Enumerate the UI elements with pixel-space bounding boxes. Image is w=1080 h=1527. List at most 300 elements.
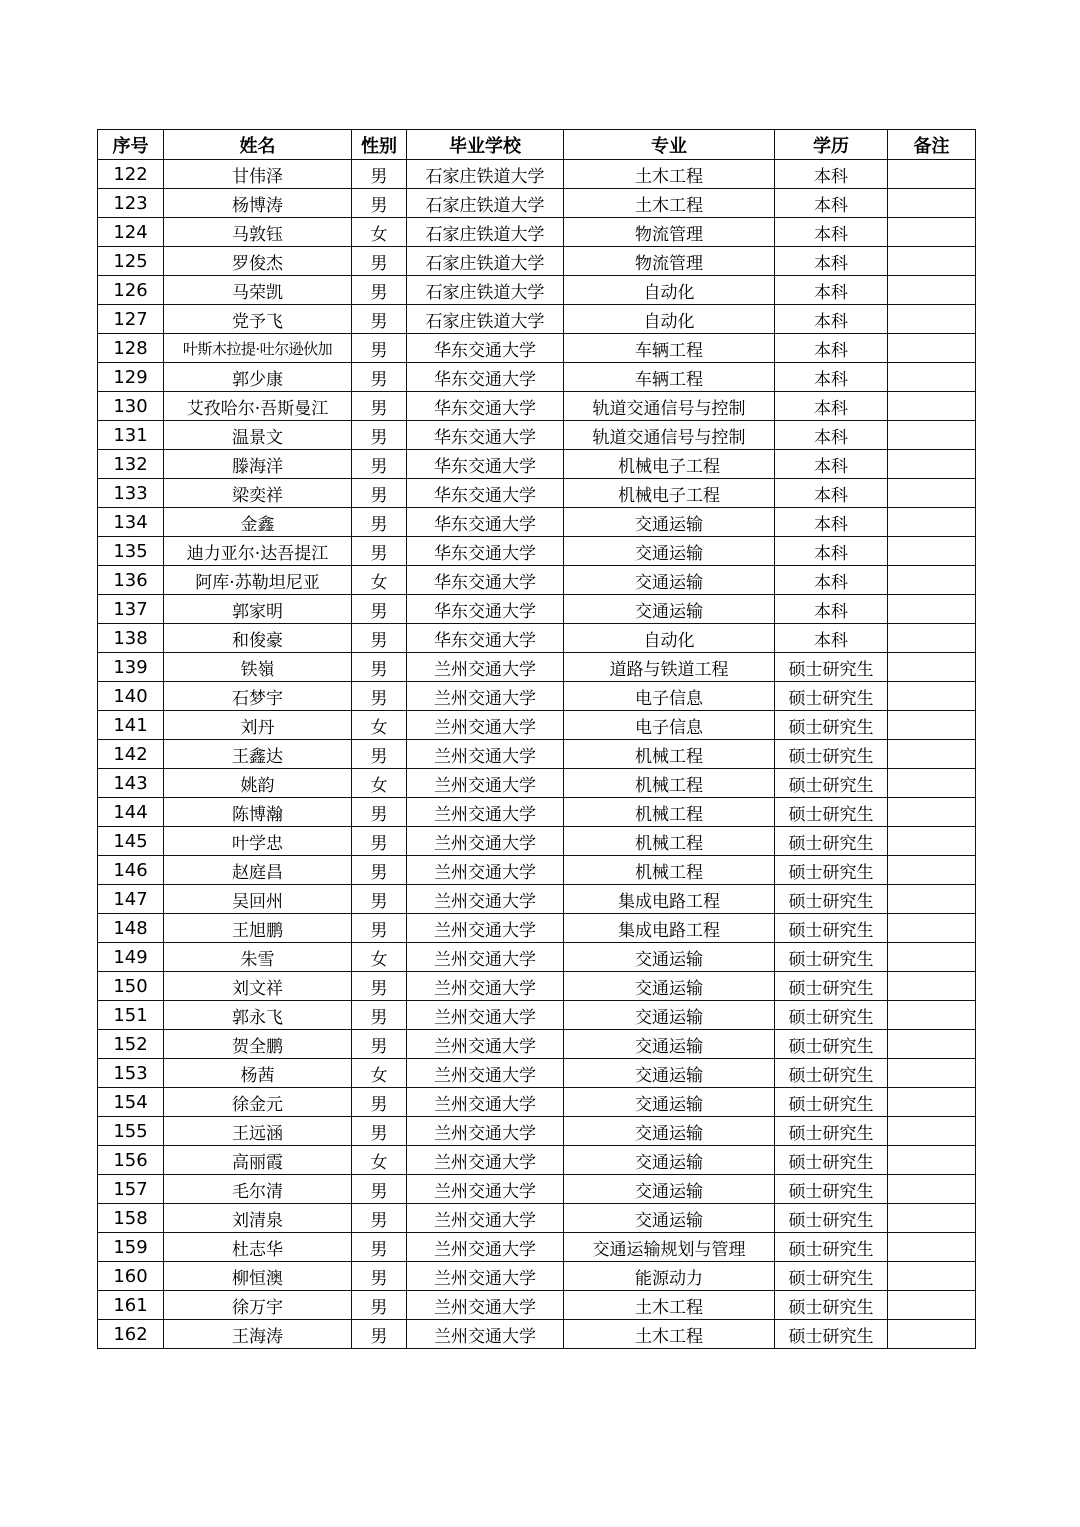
table-row [98, 1233, 976, 1262]
cell-major: 交通运输 [564, 595, 775, 624]
cell-school: 兰州交通大学 [407, 1320, 564, 1349]
cell-school: 石家庄铁道大学 [407, 276, 564, 305]
table-row [98, 1001, 976, 1030]
cell-name: 吴回州 [164, 885, 352, 914]
header-school: 毕业学校 [407, 130, 564, 160]
cell-major: 土木工程 [564, 1320, 775, 1349]
cell-school: 华东交通大学 [407, 450, 564, 479]
cell-gender: 男 [352, 334, 407, 363]
cell-seq: 158 [98, 1204, 164, 1233]
cell-name: 滕海洋 [164, 450, 352, 479]
table-row [98, 1175, 976, 1204]
cell-name: 叶学忠 [164, 827, 352, 856]
cell-gender: 男 [352, 740, 407, 769]
cell-remarks [888, 1146, 976, 1175]
header-name: 姓名 [164, 130, 352, 160]
cell-seq: 159 [98, 1233, 164, 1262]
cell-seq: 153 [98, 1059, 164, 1088]
cell-degree: 硕士研究生 [775, 943, 888, 972]
cell-major: 交通运输规划与管理 [564, 1233, 775, 1262]
table-row [98, 885, 976, 914]
cell-name: 铁嶺 [164, 653, 352, 682]
table-row [98, 305, 976, 334]
cell-degree: 本科 [775, 189, 888, 218]
cell-name: 杨茜 [164, 1059, 352, 1088]
table-row [98, 827, 976, 856]
cell-gender: 男 [352, 1001, 407, 1030]
cell-gender: 男 [352, 1291, 407, 1320]
cell-seq: 134 [98, 508, 164, 537]
header-seq: 序号 [98, 130, 164, 160]
table-row [98, 508, 976, 537]
table-row [98, 334, 976, 363]
cell-remarks [888, 1117, 976, 1146]
cell-major: 交通运输 [564, 1088, 775, 1117]
cell-degree: 本科 [775, 305, 888, 334]
cell-remarks [888, 189, 976, 218]
cell-degree: 本科 [775, 363, 888, 392]
cell-seq: 124 [98, 218, 164, 247]
table-row [98, 856, 976, 885]
cell-school: 兰州交通大学 [407, 1146, 564, 1175]
cell-school: 兰州交通大学 [407, 885, 564, 914]
cell-degree: 硕士研究生 [775, 885, 888, 914]
cell-school: 兰州交通大学 [407, 1030, 564, 1059]
table-row [98, 450, 976, 479]
cell-seq: 152 [98, 1030, 164, 1059]
table-row [98, 189, 976, 218]
cell-gender: 女 [352, 218, 407, 247]
cell-remarks [888, 1001, 976, 1030]
cell-name: 柳恒澳 [164, 1262, 352, 1291]
table-row [98, 479, 976, 508]
cell-major: 机械工程 [564, 769, 775, 798]
table-row [98, 363, 976, 392]
cell-seq: 147 [98, 885, 164, 914]
cell-major: 土木工程 [564, 160, 775, 189]
cell-seq: 127 [98, 305, 164, 334]
cell-major: 轨道交通信号与控制 [564, 392, 775, 421]
cell-degree: 硕士研究生 [775, 972, 888, 1001]
cell-major: 交通运输 [564, 1117, 775, 1146]
cell-remarks [888, 1291, 976, 1320]
cell-seq: 157 [98, 1175, 164, 1204]
table-body [98, 160, 976, 1349]
cell-degree: 硕士研究生 [775, 914, 888, 943]
cell-name: 迪力亚尔·达吾提江 [164, 537, 352, 566]
cell-gender: 男 [352, 1175, 407, 1204]
cell-degree: 本科 [775, 392, 888, 421]
cell-gender: 男 [352, 1088, 407, 1117]
cell-major: 交通运输 [564, 508, 775, 537]
cell-major: 集成电路工程 [564, 885, 775, 914]
cell-degree: 硕士研究生 [775, 1320, 888, 1349]
cell-degree: 本科 [775, 479, 888, 508]
cell-major: 交通运输 [564, 1030, 775, 1059]
cell-name: 王旭鹏 [164, 914, 352, 943]
cell-major: 交通运输 [564, 1001, 775, 1030]
cell-gender: 女 [352, 1146, 407, 1175]
cell-remarks [888, 1233, 976, 1262]
header-remarks: 备注 [888, 130, 976, 160]
cell-major: 机械工程 [564, 740, 775, 769]
table-row [98, 595, 976, 624]
header-major: 专业 [564, 130, 775, 160]
cell-seq: 148 [98, 914, 164, 943]
cell-major: 交通运输 [564, 537, 775, 566]
cell-seq: 156 [98, 1146, 164, 1175]
cell-name: 马荣凯 [164, 276, 352, 305]
cell-major: 交通运输 [564, 1059, 775, 1088]
cell-major: 自动化 [564, 305, 775, 334]
cell-name: 刘清泉 [164, 1204, 352, 1233]
cell-school: 兰州交通大学 [407, 1291, 564, 1320]
table-row [98, 769, 976, 798]
cell-seq: 139 [98, 653, 164, 682]
cell-degree: 硕士研究生 [775, 1262, 888, 1291]
cell-gender: 男 [352, 1204, 407, 1233]
cell-school: 兰州交通大学 [407, 711, 564, 740]
cell-name: 贺全鹏 [164, 1030, 352, 1059]
cell-remarks [888, 218, 976, 247]
cell-degree: 硕士研究生 [775, 1204, 888, 1233]
table-row [98, 276, 976, 305]
cell-name: 党予飞 [164, 305, 352, 334]
table-row [98, 566, 976, 595]
cell-school: 兰州交通大学 [407, 769, 564, 798]
cell-name: 王鑫达 [164, 740, 352, 769]
cell-gender: 男 [352, 1233, 407, 1262]
cell-school: 兰州交通大学 [407, 943, 564, 972]
cell-gender: 男 [352, 363, 407, 392]
cell-school: 华东交通大学 [407, 624, 564, 653]
cell-remarks [888, 1030, 976, 1059]
cell-school: 兰州交通大学 [407, 1059, 564, 1088]
cell-seq: 149 [98, 943, 164, 972]
cell-name: 马敦钰 [164, 218, 352, 247]
cell-remarks [888, 972, 976, 1001]
cell-degree: 硕士研究生 [775, 1233, 888, 1262]
cell-remarks [888, 1262, 976, 1291]
cell-degree: 本科 [775, 276, 888, 305]
roster-table [97, 129, 976, 1349]
cell-name: 温景文 [164, 421, 352, 450]
cell-gender: 男 [352, 421, 407, 450]
cell-school: 兰州交通大学 [407, 798, 564, 827]
cell-degree: 本科 [775, 450, 888, 479]
cell-name: 高丽霞 [164, 1146, 352, 1175]
cell-name: 毛尔清 [164, 1175, 352, 1204]
cell-name: 徐金元 [164, 1088, 352, 1117]
cell-major: 电子信息 [564, 682, 775, 711]
cell-gender: 男 [352, 595, 407, 624]
cell-name: 叶斯木拉提·吐尔逊伙加 [164, 334, 352, 363]
table-row [98, 914, 976, 943]
cell-name: 刘丹 [164, 711, 352, 740]
cell-name: 甘伟泽 [164, 160, 352, 189]
cell-gender: 男 [352, 914, 407, 943]
cell-seq: 138 [98, 624, 164, 653]
cell-name: 郭少康 [164, 363, 352, 392]
cell-major: 物流管理 [564, 247, 775, 276]
cell-seq: 142 [98, 740, 164, 769]
cell-name: 石梦宇 [164, 682, 352, 711]
table-header [98, 130, 976, 160]
cell-school: 华东交通大学 [407, 363, 564, 392]
cell-school: 兰州交通大学 [407, 972, 564, 1001]
cell-remarks [888, 334, 976, 363]
cell-remarks [888, 595, 976, 624]
table-row [98, 798, 976, 827]
cell-major: 车辆工程 [564, 334, 775, 363]
cell-remarks [888, 305, 976, 334]
table-row [98, 1059, 976, 1088]
cell-gender: 女 [352, 711, 407, 740]
cell-school: 石家庄铁道大学 [407, 305, 564, 334]
cell-degree: 硕士研究生 [775, 1001, 888, 1030]
cell-gender: 男 [352, 682, 407, 711]
cell-gender: 男 [352, 537, 407, 566]
cell-major: 能源动力 [564, 1262, 775, 1291]
table-row [98, 1030, 976, 1059]
cell-remarks [888, 508, 976, 537]
cell-degree: 硕士研究生 [775, 740, 888, 769]
cell-remarks [888, 943, 976, 972]
cell-remarks [888, 276, 976, 305]
cell-school: 石家庄铁道大学 [407, 247, 564, 276]
table-row [98, 218, 976, 247]
cell-major: 土木工程 [564, 1291, 775, 1320]
cell-remarks [888, 479, 976, 508]
cell-seq: 140 [98, 682, 164, 711]
cell-major: 交通运输 [564, 972, 775, 1001]
table-row [98, 1291, 976, 1320]
cell-seq: 128 [98, 334, 164, 363]
cell-school: 兰州交通大学 [407, 1233, 564, 1262]
cell-gender: 男 [352, 856, 407, 885]
cell-remarks [888, 827, 976, 856]
cell-major: 轨道交通信号与控制 [564, 421, 775, 450]
cell-gender: 男 [352, 160, 407, 189]
cell-school: 石家庄铁道大学 [407, 160, 564, 189]
cell-name: 金鑫 [164, 508, 352, 537]
cell-seq: 122 [98, 160, 164, 189]
cell-gender: 男 [352, 1117, 407, 1146]
cell-name: 郭家明 [164, 595, 352, 624]
cell-name: 徐万宇 [164, 1291, 352, 1320]
cell-name: 罗俊杰 [164, 247, 352, 276]
cell-degree: 本科 [775, 537, 888, 566]
cell-school: 兰州交通大学 [407, 1117, 564, 1146]
cell-major: 车辆工程 [564, 363, 775, 392]
cell-gender: 男 [352, 653, 407, 682]
cell-seq: 155 [98, 1117, 164, 1146]
table-row [98, 653, 976, 682]
table-row [98, 392, 976, 421]
cell-school: 兰州交通大学 [407, 1204, 564, 1233]
cell-degree: 本科 [775, 624, 888, 653]
cell-remarks [888, 421, 976, 450]
cell-gender: 男 [352, 276, 407, 305]
cell-gender: 男 [352, 1262, 407, 1291]
cell-seq: 150 [98, 972, 164, 1001]
cell-degree: 本科 [775, 334, 888, 363]
cell-name: 杜志华 [164, 1233, 352, 1262]
cell-gender: 女 [352, 943, 407, 972]
cell-seq: 151 [98, 1001, 164, 1030]
cell-school: 华东交通大学 [407, 508, 564, 537]
cell-seq: 133 [98, 479, 164, 508]
cell-name: 和俊豪 [164, 624, 352, 653]
cell-name: 王海涛 [164, 1320, 352, 1349]
cell-school: 兰州交通大学 [407, 682, 564, 711]
cell-major: 机械电子工程 [564, 479, 775, 508]
cell-school: 华东交通大学 [407, 537, 564, 566]
cell-seq: 131 [98, 421, 164, 450]
cell-remarks [888, 1088, 976, 1117]
cell-degree: 硕士研究生 [775, 827, 888, 856]
cell-major: 交通运输 [564, 1146, 775, 1175]
cell-seq: 125 [98, 247, 164, 276]
cell-name: 阿库·苏勒坦尼亚 [164, 566, 352, 595]
cell-school: 华东交通大学 [407, 334, 564, 363]
cell-seq: 146 [98, 856, 164, 885]
cell-remarks [888, 537, 976, 566]
table-row [98, 624, 976, 653]
cell-school: 华东交通大学 [407, 421, 564, 450]
cell-remarks [888, 1175, 976, 1204]
cell-seq: 126 [98, 276, 164, 305]
cell-degree: 本科 [775, 421, 888, 450]
cell-degree: 本科 [775, 566, 888, 595]
table-row [98, 1204, 976, 1233]
cell-seq: 145 [98, 827, 164, 856]
header-degree: 学历 [775, 130, 888, 160]
cell-degree: 硕士研究生 [775, 1059, 888, 1088]
cell-school: 华东交通大学 [407, 595, 564, 624]
cell-name: 郭永飞 [164, 1001, 352, 1030]
cell-remarks [888, 1059, 976, 1088]
cell-degree: 硕士研究生 [775, 1291, 888, 1320]
cell-name: 艾孜哈尔·吾斯曼江 [164, 392, 352, 421]
cell-school: 兰州交通大学 [407, 856, 564, 885]
cell-major: 机械电子工程 [564, 450, 775, 479]
table-row [98, 1088, 976, 1117]
cell-major: 机械工程 [564, 856, 775, 885]
cell-gender: 男 [352, 305, 407, 334]
table-row [98, 537, 976, 566]
cell-seq: 130 [98, 392, 164, 421]
cell-school: 石家庄铁道大学 [407, 218, 564, 247]
cell-seq: 123 [98, 189, 164, 218]
cell-major: 交通运输 [564, 1204, 775, 1233]
cell-name: 陈博瀚 [164, 798, 352, 827]
cell-name: 王远涵 [164, 1117, 352, 1146]
cell-gender: 男 [352, 972, 407, 1001]
cell-major: 交通运输 [564, 943, 775, 972]
cell-name: 朱雪 [164, 943, 352, 972]
table-row [98, 247, 976, 276]
cell-seq: 129 [98, 363, 164, 392]
cell-degree: 本科 [775, 508, 888, 537]
cell-seq: 154 [98, 1088, 164, 1117]
cell-gender: 男 [352, 827, 407, 856]
cell-seq: 144 [98, 798, 164, 827]
cell-remarks [888, 740, 976, 769]
header-gender: 性别 [352, 130, 407, 160]
cell-degree: 硕士研究生 [775, 1030, 888, 1059]
cell-seq: 161 [98, 1291, 164, 1320]
header-row [98, 130, 976, 160]
cell-seq: 143 [98, 769, 164, 798]
cell-seq: 132 [98, 450, 164, 479]
table-row [98, 1146, 976, 1175]
cell-seq: 135 [98, 537, 164, 566]
cell-degree: 硕士研究生 [775, 798, 888, 827]
cell-gender: 男 [352, 247, 407, 276]
cell-major: 自动化 [564, 624, 775, 653]
cell-seq: 162 [98, 1320, 164, 1349]
cell-degree: 硕士研究生 [775, 769, 888, 798]
cell-remarks [888, 1204, 976, 1233]
cell-school: 兰州交通大学 [407, 914, 564, 943]
cell-remarks [888, 247, 976, 276]
table-row [98, 421, 976, 450]
cell-school: 兰州交通大学 [407, 1088, 564, 1117]
table-row [98, 1262, 976, 1291]
cell-remarks [888, 682, 976, 711]
cell-major: 电子信息 [564, 711, 775, 740]
table-row [98, 1117, 976, 1146]
cell-remarks [888, 798, 976, 827]
cell-school: 石家庄铁道大学 [407, 189, 564, 218]
cell-degree: 硕士研究生 [775, 1146, 888, 1175]
cell-seq: 137 [98, 595, 164, 624]
cell-gender: 男 [352, 392, 407, 421]
cell-degree: 硕士研究生 [775, 711, 888, 740]
cell-remarks [888, 856, 976, 885]
table-row [98, 1320, 976, 1349]
cell-degree: 硕士研究生 [775, 682, 888, 711]
cell-remarks [888, 711, 976, 740]
cell-school: 华东交通大学 [407, 566, 564, 595]
cell-gender: 男 [352, 479, 407, 508]
cell-remarks [888, 624, 976, 653]
table-row [98, 682, 976, 711]
cell-remarks [888, 160, 976, 189]
cell-degree: 硕士研究生 [775, 1117, 888, 1146]
cell-school: 兰州交通大学 [407, 1262, 564, 1291]
cell-school: 华东交通大学 [407, 479, 564, 508]
cell-gender: 女 [352, 1059, 407, 1088]
cell-school: 华东交通大学 [407, 392, 564, 421]
cell-remarks [888, 1320, 976, 1349]
cell-remarks [888, 653, 976, 682]
cell-remarks [888, 769, 976, 798]
cell-major: 机械工程 [564, 798, 775, 827]
cell-degree: 硕士研究生 [775, 1175, 888, 1204]
cell-school: 兰州交通大学 [407, 740, 564, 769]
cell-remarks [888, 363, 976, 392]
cell-gender: 女 [352, 566, 407, 595]
cell-school: 兰州交通大学 [407, 653, 564, 682]
cell-degree: 硕士研究生 [775, 856, 888, 885]
cell-gender: 男 [352, 1030, 407, 1059]
cell-remarks [888, 566, 976, 595]
cell-degree: 本科 [775, 595, 888, 624]
table-row [98, 740, 976, 769]
cell-degree: 本科 [775, 160, 888, 189]
